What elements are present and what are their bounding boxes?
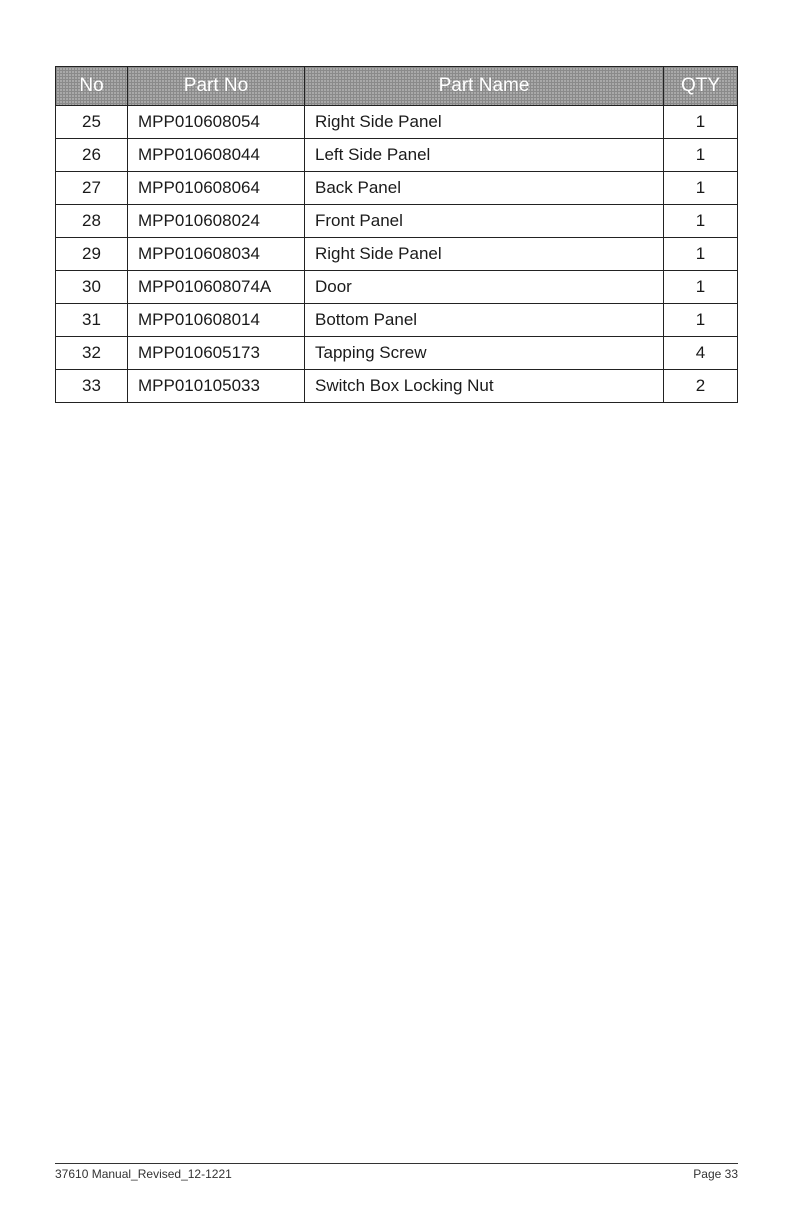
cell-part-no: MPP010608034: [128, 238, 305, 271]
cell-qty: 1: [664, 304, 738, 337]
cell-no: 25: [56, 106, 128, 139]
cell-qty: 1: [664, 205, 738, 238]
cell-part-name: Right Side Panel: [305, 238, 664, 271]
cell-part-name: Bottom Panel: [305, 304, 664, 337]
table-row: [56, 304, 738, 337]
cell-no: 33: [56, 370, 128, 403]
parts-list-table: [55, 66, 738, 403]
cell-part-no: MPP010608054: [128, 106, 305, 139]
cell-part-name: Tapping Screw: [305, 337, 664, 370]
cell-part-no: MPP010608064: [128, 172, 305, 205]
cell-no: 31: [56, 304, 128, 337]
cell-part-no: MPP010105033: [128, 370, 305, 403]
table-row: [56, 172, 738, 205]
cell-no: 32: [56, 337, 128, 370]
footer-document-id: 37610 Manual_Revised_12-1221: [55, 1167, 232, 1181]
footer-page-number: Page 33: [693, 1167, 738, 1181]
header-qty: QTY: [664, 67, 738, 106]
cell-qty: 1: [664, 106, 738, 139]
table-row: [56, 238, 738, 271]
table-row: [56, 106, 738, 139]
table-row: [56, 139, 738, 172]
cell-no: 27: [56, 172, 128, 205]
header-no: No: [56, 67, 128, 106]
cell-part-name: Back Panel: [305, 172, 664, 205]
cell-no: 30: [56, 271, 128, 304]
table-row: [56, 370, 738, 403]
cell-qty: 4: [664, 337, 738, 370]
cell-part-no: MPP010608074A: [128, 271, 305, 304]
cell-part-no: MPP010608024: [128, 205, 305, 238]
cell-qty: 1: [664, 271, 738, 304]
cell-qty: 1: [664, 238, 738, 271]
cell-part-name: Right Side Panel: [305, 106, 664, 139]
header-part-no: Part No: [128, 67, 305, 106]
cell-part-no: MPP010608044: [128, 139, 305, 172]
footer-divider: [55, 1163, 738, 1164]
cell-no: 28: [56, 205, 128, 238]
cell-no: 29: [56, 238, 128, 271]
cell-part-name: Front Panel: [305, 205, 664, 238]
cell-part-no: MPP010605173: [128, 337, 305, 370]
cell-qty: 2: [664, 370, 738, 403]
cell-part-name: Door: [305, 271, 664, 304]
table-row: [56, 205, 738, 238]
cell-part-name: Switch Box Locking Nut: [305, 370, 664, 403]
table-row: [56, 271, 738, 304]
cell-qty: 1: [664, 172, 738, 205]
cell-part-no: MPP010608014: [128, 304, 305, 337]
cell-no: 26: [56, 139, 128, 172]
header-part-name: Part Name: [305, 67, 664, 106]
cell-part-name: Left Side Panel: [305, 139, 664, 172]
table-header-row: [56, 67, 738, 106]
cell-qty: 1: [664, 139, 738, 172]
table-row: [56, 337, 738, 370]
